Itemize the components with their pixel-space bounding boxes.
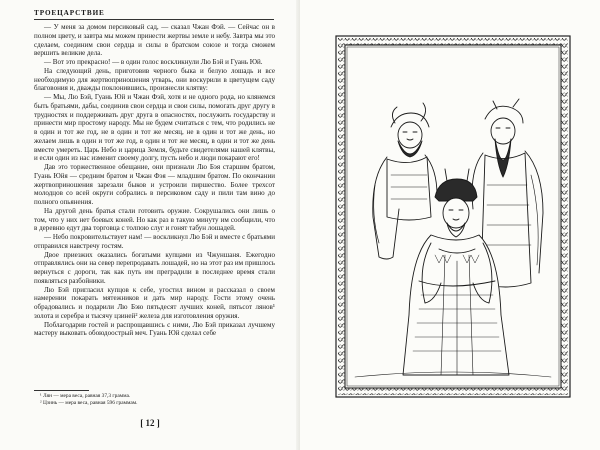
body-text [34, 23, 275, 338]
paragraph: На следующий день, приготовив черного быка и белую лошадь и все необходимую для жертвоприношения утварь, они воскурили в цветущем саду благовония и, дважды поклонившись, произнесли клятву: [34, 66, 275, 93]
page-number: [ 12 ] [140, 418, 160, 428]
illustration [335, 35, 571, 398]
footnote: ² Цзинь — мера веса, равная 596 граммам. [40, 400, 138, 406]
footnote: ¹ Лян — мера веса, равная 37,3 грамма. [40, 393, 131, 399]
paragraph: — Небо покровительствует нам! — воскликнул Лю Бэй и вместе с братьями отправился навстречу гостям. [34, 233, 275, 250]
paragraph: Лю Бэй пригласил купцов к себе, угостил вином и рассказал о своем намерении покарать мятежников и дать мир народу. Гости этому очень обрадовались и подарили Лю Бэю пятьдесят лучших коней, пятьсот лянов¹ золота и серебра и тысячу цзиней² железа для изготовления оружия. [34, 285, 275, 320]
paragraph: Дав это торжественное обещание, они признали Лю Бэя старшим братом, Гуань Юйя — средним братом и Чжан Фэя — младшим братом. По окончании жертвоприношения зарезали быков и устроили пиршество. Более трехсот молодцов со всей округи собрались в персиковом саду и пили там вино до полного опьянения. [34, 163, 275, 206]
paragraph: — Вот это прекрасно! — в один голос воскликнули Лю Бэй и Гуань Юй. [44, 58, 263, 66]
illustration-frame [335, 35, 571, 398]
paragraph: — У меня за домом персиковый сад, — сказал Чжан Фэй. — Сейчас он в полном цвету, и завтра мы можем принести жертвы земле и небу. Завтра мы это сделаем, соединим свои сердца и силы в братском союзе и тогда сможем вершить великие дела. [34, 23, 275, 58]
right-page [300, 0, 600, 450]
paragraph: На другой день братья стали готовить оружие. Сокрушались они лишь о том, что у них нет боевых коней. Но как раз в такую минуту им сообщили, что в деревню едут два торговца с толпою слуг и гонят табун лошадей. [34, 206, 275, 233]
footnotes [34, 390, 274, 407]
running-head: ТРОЕЦАРСТВИЕ [34, 9, 274, 20]
paragraph: Двое приезжих оказались богатыми купцами из Чжуншаня. Ежегодно отправлялись они на север перепродавать лошадей, но на этот раз им пришлось вернуться с дороги, так как путь им преградили в последнее время стали появляться разбойники. [34, 250, 275, 285]
footnote-rule [34, 390, 89, 391]
paragraph: — Мы, Лю Бэй, Гуань Юй и Чжан Фэй, хотя и не одного рода, но клянемся быть братьями, дабы, соединив свои сердца и свои силы, помогать друг другу в трудностях и поддерживать друг друга в опасностях, послужить государству и принести мир простому народу. Мы не будем считаться с тем, что родились не в один и тот же год, не в один и тот же месяц, не в один и тот же день, но желаем лишь в один и тот же год, в один и тот же месяц, в один и тот же день вместе умереть. Царь Небо и царица Земля, будьте свидетелями нашей клятвы, и если один из нас изменит своему долгу, пусть небо и люди покарают его! [34, 93, 275, 163]
paragraph: Поблагодарив гостей и распрощавшись с ними, Лю Бэй приказал лучшему мастеру выковать обоюдоострый меч. Гуань Юй сделал себе [34, 320, 275, 338]
